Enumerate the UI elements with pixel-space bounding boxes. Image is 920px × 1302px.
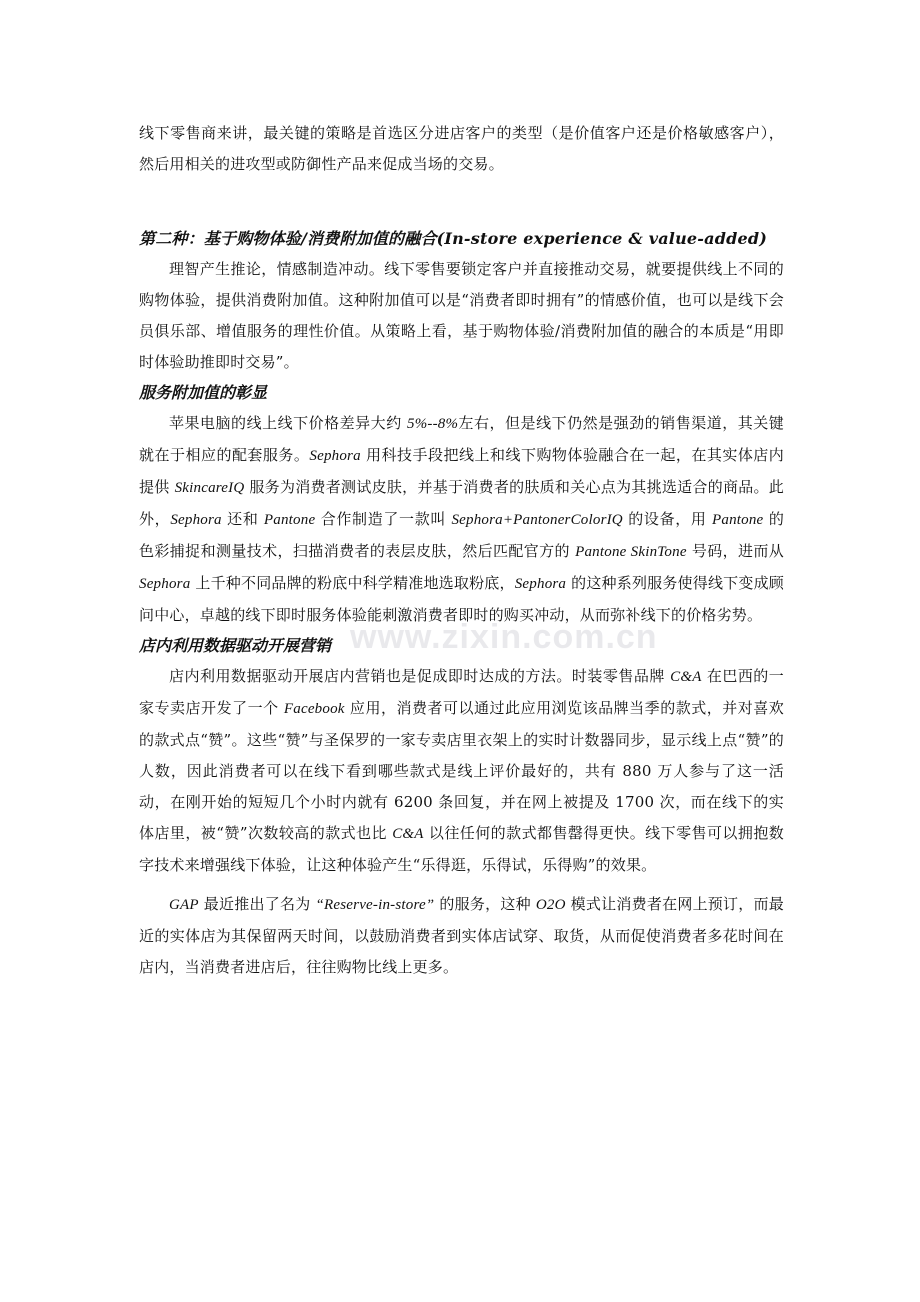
italic-run: “Reserve-in-store” (315, 897, 435, 913)
text-run: 以往任何的款式都售罄得更快。线下零售可以拥抱数字技术来增强线下体验，让这种体验产生“乐得逛，乐得试，乐得购”的效果。 (139, 824, 784, 874)
text-run: 号码，进而从 (686, 542, 784, 560)
italic-run: Sephora (514, 576, 567, 592)
subsection-heading-service: 服务附加值的彰显 (139, 383, 268, 402)
italic-run: Sephora+PantonerColorIQ (451, 512, 623, 528)
document-body (139, 118, 784, 983)
subsection-heading-data: 店内利用数据驱动开展营销 (139, 636, 332, 655)
text-run: 的这种系列服务使得线下变成顾问中心，卓越的线下即时服务体验能刺激消费者即时的购买冲动，从而弥补线下的价格劣势。 (139, 574, 785, 624)
text-run: 苹果电脑的线上线下价格差异大约 (169, 414, 407, 432)
italic-run: Pantone (263, 512, 316, 528)
italic-run: Pantone (712, 512, 764, 528)
service-paragraph (139, 408, 784, 631)
text-run: 服务为消费者测试皮肤，并基于消费者的肤质和关心点为其挑选适合的商品。此外， (139, 478, 784, 528)
italic-run: Facebook (283, 701, 345, 717)
watermark: www.zixin.com.cn (350, 618, 658, 656)
text-run: 在巴西的一家专卖店开发了一个 (139, 667, 785, 717)
italic-run: Sephora (309, 448, 361, 464)
italic-run: GAP (169, 897, 199, 913)
text-run: 还和 (221, 510, 264, 528)
italic-run: O2O (535, 897, 566, 913)
text-run: 左右，但是线下仍然是强劲的销售渠道，其关键就在于相应的配套服务。 (139, 414, 784, 464)
section-paragraph: 理智产生推论，情感制造冲动。线下零售要锁定客户并直接推动交易，就要提供线上不同的购物体验，提供消费附加值。这种附加值可以是“消费者即时拥有”的情感价值，也可以是线下会员俱乐部、增值服务的理性价值。从策略上看，基于购物体验/消费附加值的融合的本质是“用即时体验助推即时交易”。 (139, 260, 784, 371)
spacer (139, 180, 784, 224)
section-heading: 第二种：基于购物体验/消费附加值的融合(In-store experience & value-added) (139, 229, 768, 248)
text-run: 的设备，用 (622, 510, 712, 528)
italic-run: C&A (392, 826, 424, 842)
text-run: 应用，消费者可以通过此应用浏览该品牌当季的款式，并对喜欢的款式点“赞”。这些“赞”与圣保罗的一家专卖店里衣架上的实时计数器同步，显示线上点“赞”的人数，因此消费者可以在线下看到哪些款式是线上评价最好的，共有 880 万人参与了这一活动，在刚开始的短短几个小时内就有 6200 条回复，并在网上被提及 1700 次，而在线下的实体店里，被“赞”次数较高的款式也比 (139, 699, 784, 842)
spacer (139, 881, 784, 889)
italic-run: SkincareIQ (174, 480, 245, 496)
intro-paragraph: 线下零售商来讲，最关键的策略是首选区分进店客户的类型（是价值客户还是价格敏感客户），然后用相关的进攻型或防御性产品来促成当场的交易。 (139, 124, 784, 173)
text-run: 的服务，这种 (434, 895, 536, 913)
italic-run: C&A (670, 669, 702, 685)
text-run: 模式让消费者在网上预订，而最近的实体店为其保留两天时间，以鼓励消费者到实体店试穿、取货，从而促使消费者多花时间在店内，当消费者进店后，往往购物比线上更多。 (139, 895, 784, 976)
text-run: 的色彩捕捉和测量技术，扫描消费者的表层皮肤，然后匹配官方的 (139, 510, 785, 560)
text-run: 最近推出了名为 (198, 895, 316, 913)
italic-run: 5%--8% (407, 416, 459, 432)
italic-run: Sephora (139, 576, 191, 592)
text-run: 店内利用数据驱动开展店内营销也是促成即时达成的方法。时装零售品牌 (169, 667, 671, 685)
data-marketing-paragraph (139, 661, 784, 881)
italic-run: Pantone SkinTone (575, 544, 687, 560)
text-run: 用科技手段把线上和线下购物体验融合在一起，在其实体店内提供 (139, 446, 784, 496)
text-run: 上千种不同品牌的粉底中科学精准地选取粉底， (190, 574, 515, 592)
italic-run: Sephora (170, 512, 222, 528)
gap-paragraph (139, 889, 784, 983)
text-run: 合作制造了一款叫 (315, 510, 452, 528)
